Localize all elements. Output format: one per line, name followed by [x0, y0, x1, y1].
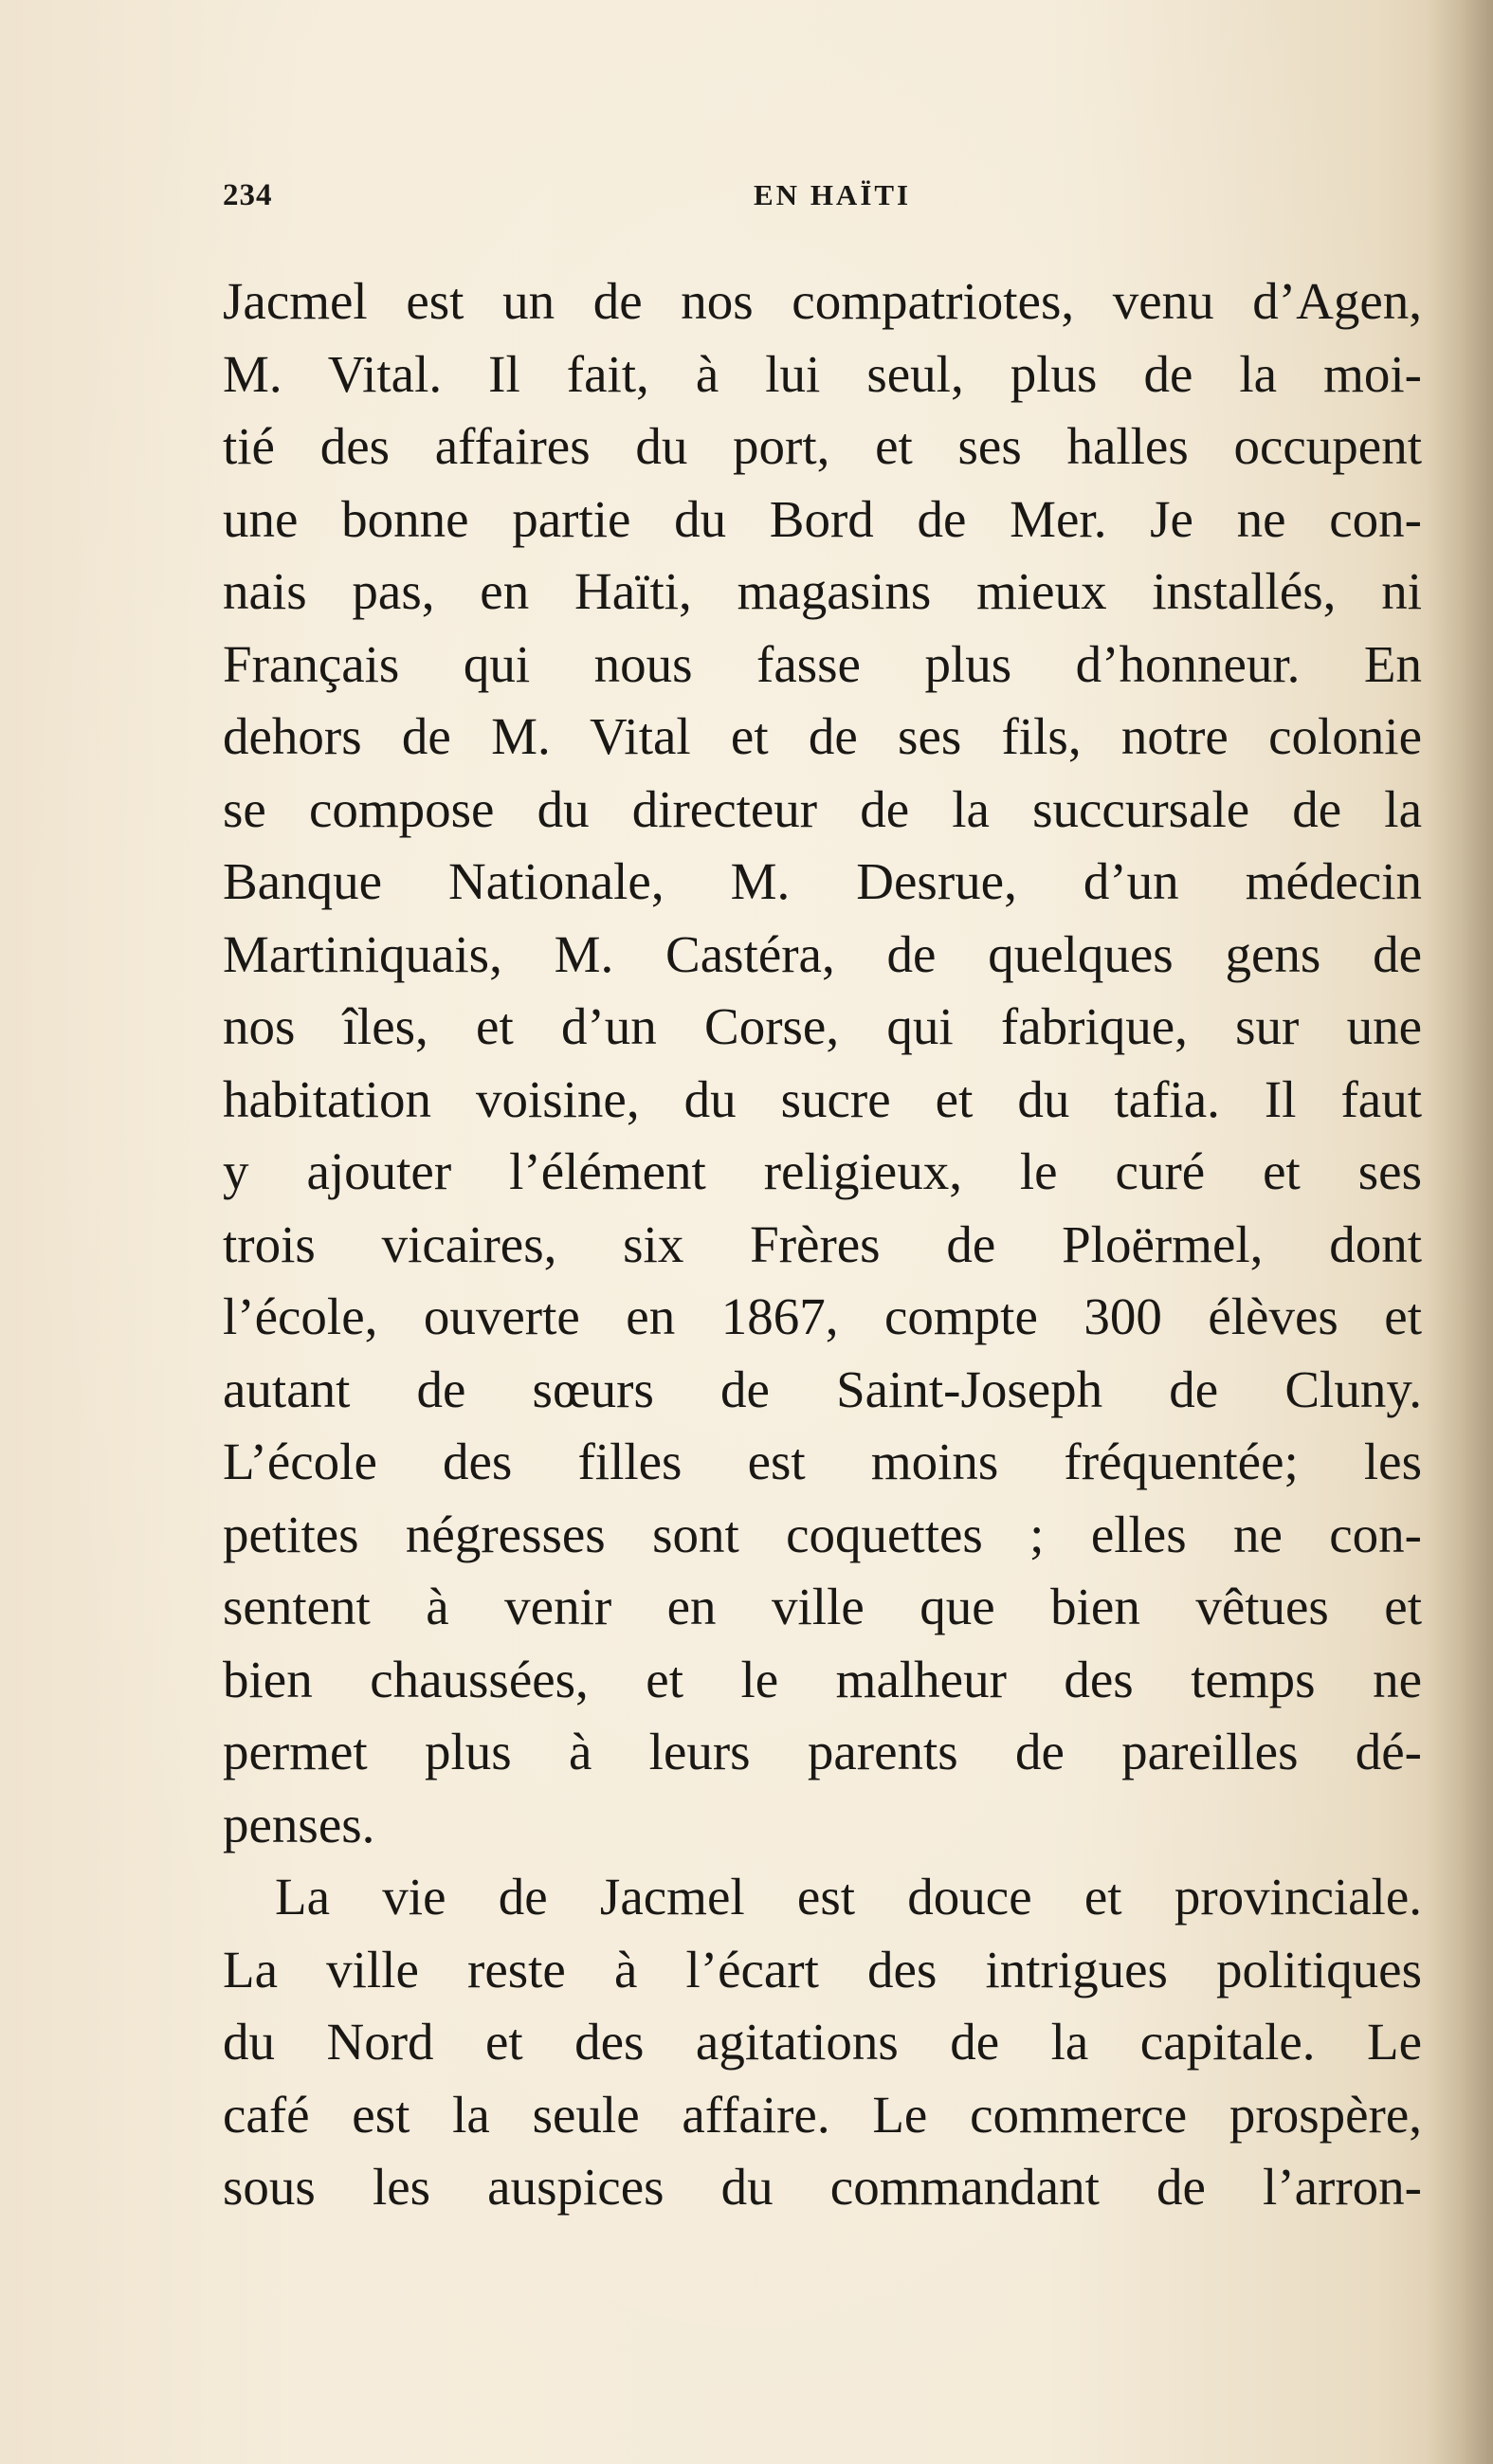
running-title: EN HAÏTI [754, 178, 912, 211]
text-line: penses. [223, 1795, 375, 1853]
text-line: L’école des filles est moins fréquentée; les [223, 1433, 1422, 1490]
text-line: sentent à venir en ville que bien vêtues et [223, 1578, 1422, 1635]
text-line: petites négresses sont coquettes ; elles ne con- [223, 1505, 1422, 1563]
text-line: habitation voisine, du sucre et du tafia. Il faut [223, 1069, 1422, 1128]
text-line: Jacmel est un de nos compatriotes, venu d’Agen, [223, 272, 1422, 330]
page-number: 234 [223, 178, 273, 212]
text-line: Martiniquais, M. Castéra, de quelques gens de [223, 924, 1422, 983]
text-line: permet plus à leurs parents de pareilles dé- [223, 1723, 1422, 1780]
text-line: une bonne partie du Bord de Mer. Je ne con- [223, 489, 1422, 548]
text-line: La ville reste à l’écart des intrigues politiques [223, 1940, 1422, 1999]
text-line: dehors de M. Vital et de ses fils, notre colonie [223, 707, 1422, 765]
text-line: tié des affaires du port, et ses halles occupent [223, 417, 1422, 475]
page-edge-shadow [1427, 0, 1493, 2464]
text-line: l’école, ouverte en 1867, compte 300 élèves et [223, 1287, 1422, 1345]
text-line: nos îles, et d’un Corse, qui fabrique, sur une [223, 997, 1422, 1055]
text-line: Français qui nous fasse plus d’honneur. En [223, 634, 1422, 693]
body-text [223, 265, 1422, 2224]
text-line: bien chaussées, et le malheur des temps ne [223, 1650, 1422, 1708]
text-line: café est la seule affaire. Le commerce prospère, [223, 2085, 1422, 2144]
text-line: nais pas, en Haïti, magasins mieux installés, ni [223, 562, 1422, 620]
running-head [223, 178, 1422, 220]
text-line: y ajouter l’élément religieux, le curé et ses [223, 1142, 1422, 1200]
text-line: se compose du directeur de la succursale de la [223, 779, 1422, 838]
text-line: sous les auspices du commandant de l’arron- [223, 2158, 1422, 2216]
text-line: Banque Nationale, M. Desrue, d’un médecin [223, 852, 1422, 910]
text-line: La vie de Jacmel est douce et provinciale. [275, 1868, 1422, 1926]
text-line: du Nord et des agitations de la capitale. Le [223, 2013, 1422, 2071]
text-line: autant de sœurs de Saint-Joseph de Cluny. [223, 1360, 1422, 1418]
text-line: M. Vital. Il fait, à lui seul, plus de la moi- [223, 344, 1422, 403]
text-line: trois vicaires, six Frères de Ploërmel, dont [223, 1214, 1422, 1273]
